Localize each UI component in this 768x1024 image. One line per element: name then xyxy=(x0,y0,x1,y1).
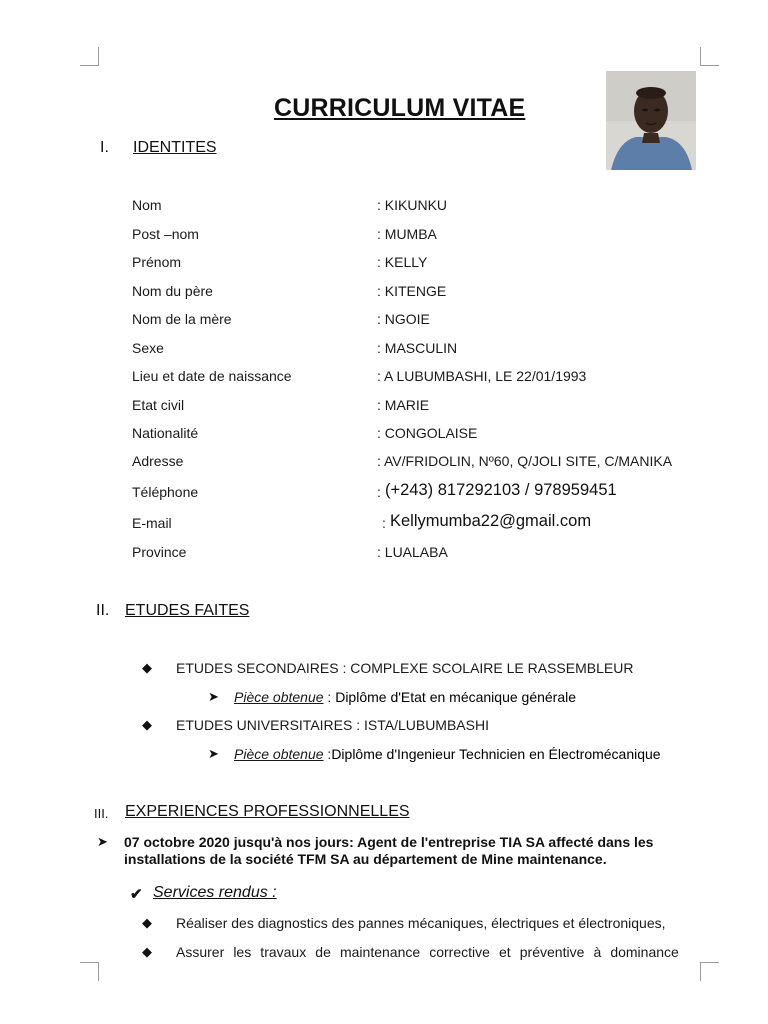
service-item: Assurer les travaux de maintenance corrective et préventive à dominance xyxy=(176,944,679,960)
identity-value: : MUMBA xyxy=(377,226,437,242)
study-item: ETUDES UNIVERSITAIRES : ISTA/LUBUMBASHI xyxy=(176,717,489,733)
identity-value: : LUALABA xyxy=(377,544,448,560)
diamond-icon: ◆ xyxy=(142,660,152,675)
identity-value: : MARIE xyxy=(377,397,430,413)
section-2-number: II. xyxy=(96,602,110,619)
identity-label: Nom xyxy=(132,197,162,213)
identity-label: Nom de la mère xyxy=(132,311,232,327)
section-1-title: IDENTITES xyxy=(133,139,217,156)
document-title: CURRICULUM VITAE xyxy=(274,94,526,122)
arrowhead-icon: ➤ xyxy=(208,746,219,761)
identity-label: Téléphone xyxy=(132,484,199,500)
service-item: Réaliser des diagnostics des pannes mécaniques, électriques et électroniques, xyxy=(176,915,666,931)
piece-separator: : xyxy=(323,746,332,762)
identity-value: : CONGOLAISE xyxy=(377,425,478,441)
checkmark-icon: ✔ xyxy=(130,886,143,903)
experience-line-2: installations de la société TFM SA au département de Mine maintenance. xyxy=(124,851,607,867)
piece-label: Pièce obtenue xyxy=(234,746,324,762)
experience-line-1: 07 octobre 2020 jusqu'à nos jours: Agent de l'entreprise TIA SA affecté dans les xyxy=(124,834,654,850)
diamond-icon: ◆ xyxy=(142,944,152,959)
identity-label: Sexe xyxy=(132,340,164,356)
arrowhead-icon: ➤ xyxy=(97,834,108,849)
identity-value: : AV/FRIDOLIN, Nº60, Q/JOLI SITE, C/MANIKA xyxy=(377,453,673,469)
identity-label: Post –nom xyxy=(132,226,199,242)
diamond-icon: ◆ xyxy=(142,915,152,930)
identity-label: Nationalité xyxy=(132,425,199,441)
study-piece xyxy=(234,689,576,705)
identity-label: Prénom xyxy=(132,254,182,270)
piece-separator: : xyxy=(323,689,336,705)
section-2-title: ETUDES FAITES xyxy=(125,602,250,619)
identity-label: Etat civil xyxy=(132,397,185,413)
study-item: ETUDES SECONDAIRES : COMPLEXE SCOLAIRE LE RASSEMBLEUR xyxy=(176,660,634,676)
piece-label: Pièce obtenue xyxy=(234,689,324,705)
section-3-number: III. xyxy=(94,806,109,821)
email-value: Kellymumba22@gmail.com xyxy=(390,512,592,530)
identity-label: Lieu et date de naissance xyxy=(132,368,292,384)
crop-mark-top-left xyxy=(80,47,99,66)
section-3-title: EXPERIENCES PROFESSIONNELLES xyxy=(125,803,410,820)
section-1-number: I. xyxy=(100,139,109,156)
identity-label: E-mail xyxy=(132,515,172,531)
crop-mark-bottom-left xyxy=(80,962,99,981)
identity-value: : KIKUNKU xyxy=(377,197,448,213)
services-title: Services rendus : xyxy=(153,884,277,901)
profile-photo xyxy=(606,71,696,170)
piece-value: Diplôme d'Ingenieur Technicien en Électromécanique xyxy=(331,746,661,762)
identity-value: : KITENGE xyxy=(377,283,447,299)
crop-mark-top-right xyxy=(700,47,719,66)
identity-label: Adresse xyxy=(132,453,184,469)
identity-label: Nom du père xyxy=(132,283,213,299)
identity-value: : KELLY xyxy=(377,254,428,270)
study-piece xyxy=(234,746,661,762)
identity-value: : NGOIE xyxy=(377,311,430,327)
identity-value: : A LUBUMBASHI, LE 22/01/1993 xyxy=(377,368,587,384)
portrait-image xyxy=(606,71,696,170)
identity-value-prefix: : xyxy=(377,484,381,500)
diamond-icon: ◆ xyxy=(142,717,152,732)
arrowhead-icon: ➤ xyxy=(208,689,219,704)
identity-value-prefix: : xyxy=(382,515,386,531)
phone-value: (+243) 817292103 / 978959451 xyxy=(385,481,617,499)
piece-value: Diplôme d'Etat en mécanique générale xyxy=(335,689,577,705)
identity-label: Province xyxy=(132,544,187,560)
identity-value: : MASCULIN xyxy=(377,340,458,356)
crop-mark-bottom-right xyxy=(700,962,719,981)
